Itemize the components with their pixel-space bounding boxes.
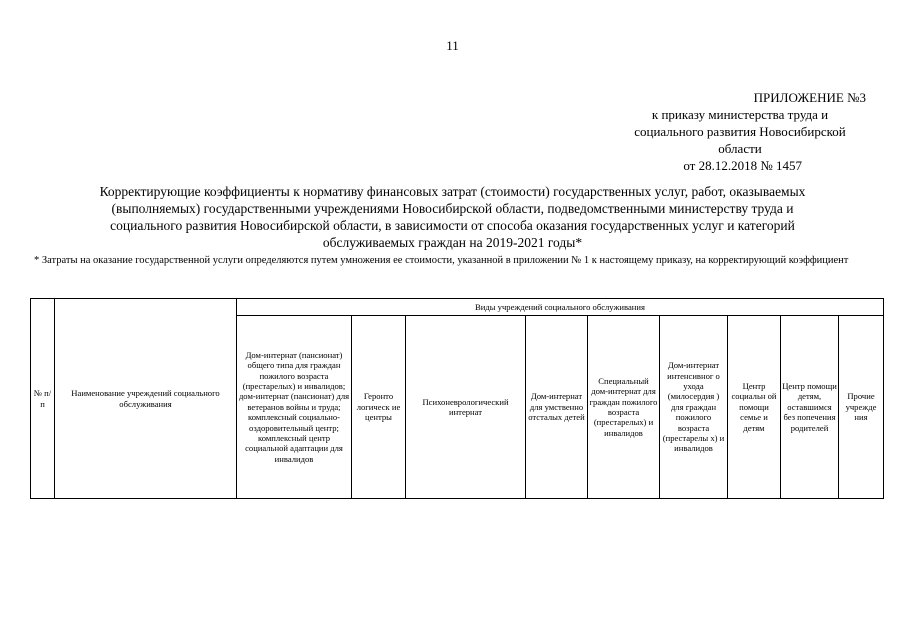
appendix-title: ПРИЛОЖЕНИЕ №3 <box>753 90 866 105</box>
page-number: 11 <box>446 38 459 53</box>
type-orphan-center: Центр помощи детям, оставшимся без попечения родителей <box>781 316 839 499</box>
type-other: Прочие учрежде ния <box>839 316 884 499</box>
title-line-2: (выполняемых) государственными учреждениями Новосибирской области, подведомственными министерству труда и <box>111 201 794 216</box>
appendix-header <box>600 89 880 174</box>
title-line-3: социального развития Новосибирской области, в зависимости от способа оказания государственных услуг и категорий <box>110 218 795 233</box>
footnote: * Затраты на оказание государственной услуги определяются путем умножения ее стоимости, указанной в приложении № 1 к настоящему приказу, на корректирующий коэффициент <box>34 255 849 266</box>
type-special-home: Специальный дом-интернат для граждан пожилого возраста (престарелых) и инвалидов <box>588 316 660 499</box>
title-line-1: Корректирующие коэффициенты к нормативу финансовых затрат (стоимости) государственных услуг, работ, оказываемых <box>99 184 806 199</box>
appendix-order-date: от 28.12.2018 № 1457 <box>683 158 802 173</box>
header-institution-name: Наименование учреждений социального обслуживания <box>55 299 237 499</box>
type-psychoneurological: Психоневрологический интернат <box>406 316 526 499</box>
document-title <box>40 183 865 251</box>
appendix-line-order: к приказу министерства труда и <box>651 107 829 122</box>
title-line-4: обслуживаемых граждан на 2019-2021 годы* <box>322 235 583 250</box>
type-children-home: Дом-интернат для умственно отсталых детей <box>526 316 588 499</box>
type-gerontological: Геронто логическ ие центры <box>352 316 406 499</box>
header-num: № п/п <box>31 299 55 499</box>
coefficients-table <box>30 298 884 499</box>
appendix-line-region: области <box>718 141 762 156</box>
type-family-center: Центр социальн ой помощи семье и детям <box>728 316 781 499</box>
appendix-line-ministry: социального развития Новосибирской <box>634 124 846 139</box>
type-general-home: Дом-интернат (пансионат) общего типа для граждан пожилого возраста (престарелых) и инвалидов; дом-интернат (пансионат) для ветеранов войны и труда; комплексный социально-оздоровительный центр; комплексный центр социальной адаптации для инвалидов <box>237 316 352 499</box>
type-intensive-care: Дом-интернат интенсивног о ухода (милосердия ) для граждан пожилого возраста (престарелы х) и инвалидов <box>660 316 728 499</box>
header-institution-types: Виды учреждений социального обслуживания <box>237 299 884 316</box>
